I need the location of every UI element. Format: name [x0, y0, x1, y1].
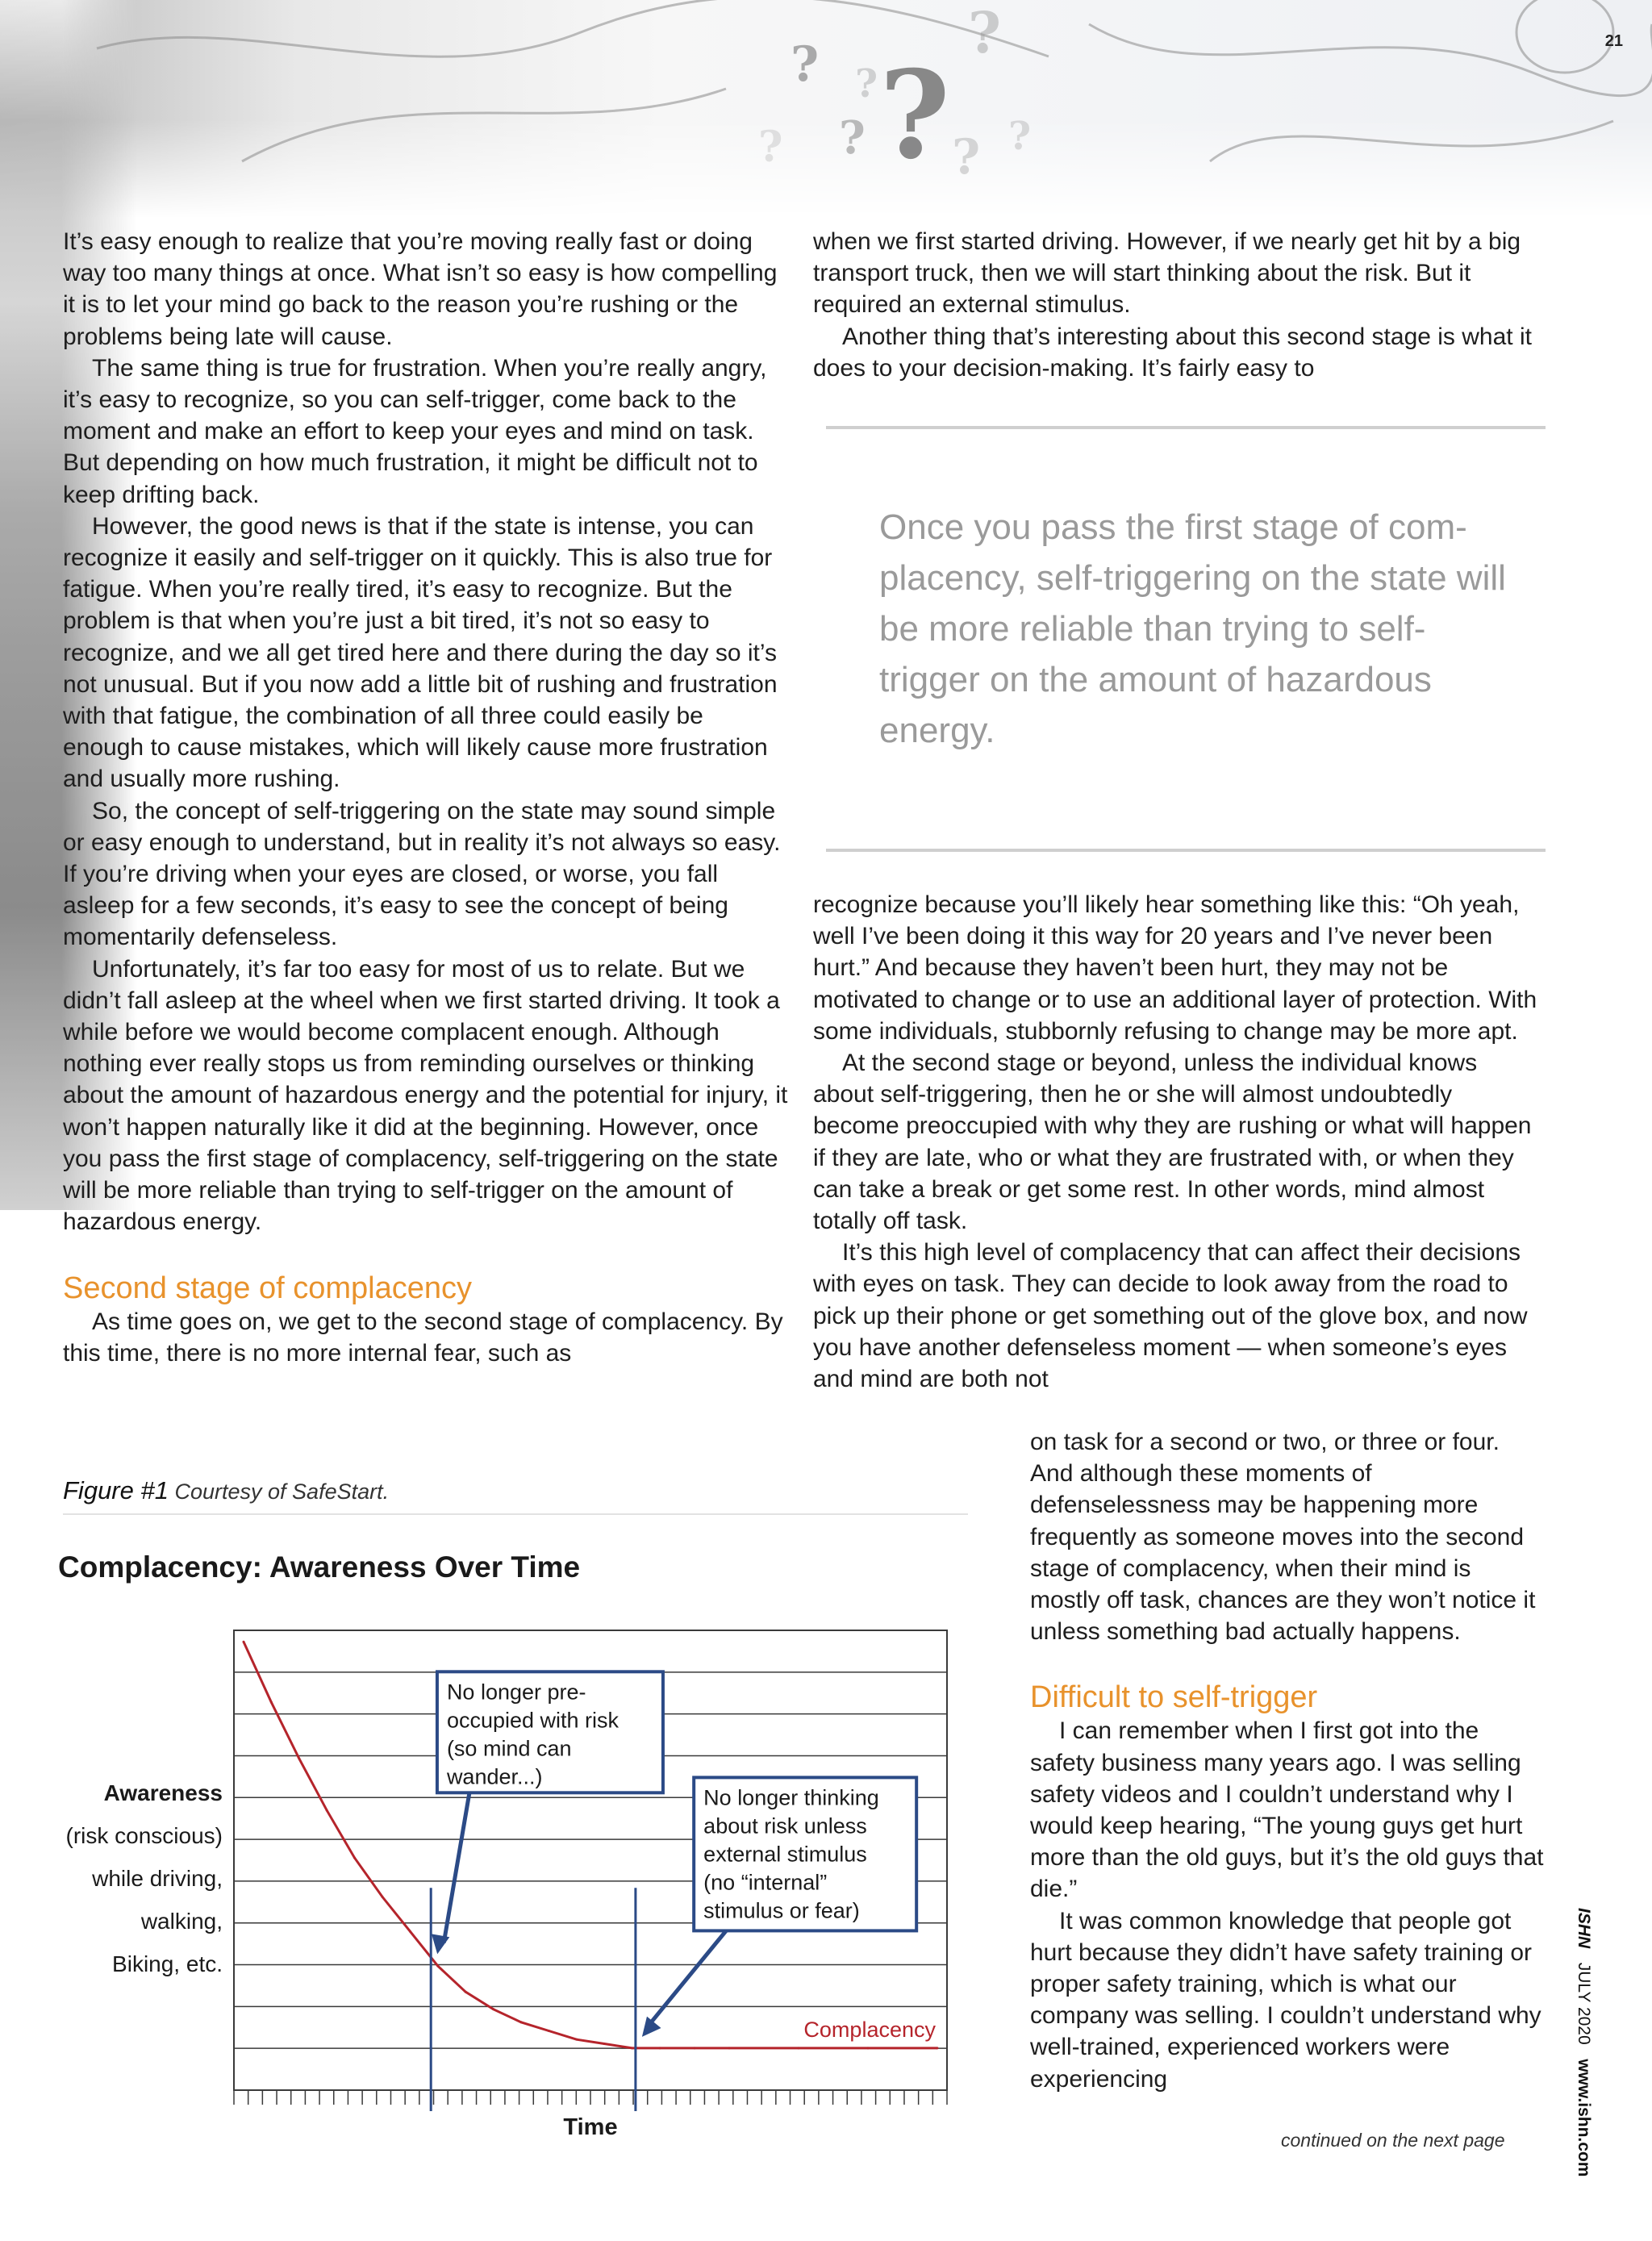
data-point — [436, 1965, 439, 1968]
data-point — [548, 2030, 550, 2032]
chart-svg — [52, 1553, 971, 2162]
complacency-chart — [52, 1553, 971, 2162]
figure-credit: Courtesy of SafeStart. — [174, 1479, 390, 1504]
chart-title: Complacency: Awareness Over Time — [58, 1553, 581, 1584]
data-point — [659, 2047, 661, 2049]
page-number: 21 — [1604, 32, 1623, 50]
y-label-line: Awareness — [103, 1780, 223, 1805]
svg-text:?: ? — [758, 123, 783, 172]
issue-date: JULY 2020 — [1575, 1962, 1593, 2045]
vertical-footer — [1569, 1908, 1593, 2231]
paragraph: So, the concept of self-triggering on the state may sound simple or easy enough to understand, but in reality it’s not always so easy. If you’re driving when your eyes are closed, or worse, you fall asleep for a few seconds, it’s easy to see the concept of being momentarily defenseless. — [63, 797, 781, 951]
svg-text:?: ? — [839, 111, 866, 165]
svg-text:?: ? — [855, 61, 878, 106]
website-url: www.ishn.com — [1575, 2059, 1593, 2177]
data-point — [694, 2047, 696, 2049]
subhead-second-stage: Second stage of complacency — [63, 1271, 472, 1305]
annotation-text: No longer thinking — [703, 1785, 879, 1810]
paragraph: Another thing that’s interesting about this second stage is what it does to your decision-making. It’s fairly easy to — [813, 323, 1532, 382]
figure-caption — [63, 1476, 968, 1515]
data-point — [298, 1757, 300, 1759]
y-label-line: while driving, — [92, 1865, 223, 1891]
annotation-text: (so mind can — [446, 1736, 572, 1761]
data-point — [353, 1857, 356, 1859]
annotation-text: occupied with risk — [446, 1708, 620, 1733]
svg-text:?: ? — [968, 0, 1002, 66]
data-point — [492, 2008, 494, 2010]
data-point — [520, 2021, 523, 2023]
paragraph: when we first started driving. However, if we nearly get hit by a big transport truck, then we will start thinking about the risk. But it required an external stimulus. — [813, 228, 1521, 319]
right-column-narrow — [1030, 1426, 1546, 2095]
paragraph: It’s easy enough to realize that you’re moving really fast or doing way too many things at once. What isn’t so easy is how compelling it is to let your mind go back to the reason you’re rushing or the problems being late will cause. — [63, 228, 778, 350]
data-point — [728, 2047, 731, 2049]
data-point — [603, 2043, 606, 2045]
right-column-middle — [813, 889, 1539, 1395]
paragraph: The same thing is true for frustration. When you’re really angry, it’s easy to recognize, so you can self-trigger, come back to the moment and make an effort to keep your eyes and mind on task. But depending on how much frustration, it might be difficult not to keep drifting back. — [63, 354, 767, 508]
paragraph: I can remember when I first got into the safety business many years ago. I was selling safety videos and I couldn’t understand why I would keep hearing, “The young guys get hurt more than the old guys, but it’s the old guys that die.” — [1030, 1717, 1544, 1903]
right-column-top — [813, 226, 1539, 384]
data-point — [937, 2047, 939, 2049]
paragraph: At the second stage or beyond, unless the individual knows about self-triggering, then he or she will almost undoubtedly become preoccupied with why they are rushing or what will happen if they are late, who or what they are frustrated with, or when they can take a break or get some rest. In other words, mind almost totally off task. — [813, 1050, 1532, 1235]
svg-text:?: ? — [952, 129, 981, 186]
svg-text:?: ? — [791, 36, 820, 93]
paragraph: recognize because you’ll likely hear something like this: “Oh yeah, well I’ve been doing it this way for 20 years and I’ve never been hurt.” And because they haven’t been hurt, they may not be motivated to change or to use an additional layer of protection. With some individuals, stubbornly refusing to change may be more apt. — [813, 891, 1537, 1045]
data-point — [575, 2039, 578, 2041]
left-column — [63, 226, 789, 1369]
annotation-text: external stimulus — [703, 1842, 867, 1867]
pull-quote-text: Once you pass the first stage of complacency, self-triggering on the state will be more reliable than trying to self-trigger on the amount of hazardous energy. — [879, 507, 1506, 750]
data-point — [326, 1809, 328, 1812]
annotation-text: about risk unless — [703, 1813, 867, 1838]
paragraph: on task for a second or two, or three or four. And although these moments of defenselessness may be happening more frequently as someone moves into the second stage of complacency, when their mind is mostly off task, chances are they won’t notice it unless something bad actually happens. — [1030, 1429, 1536, 1646]
svg-text:?: ? — [1008, 114, 1032, 159]
annotation-text: No longer pre- — [446, 1680, 586, 1705]
annotation-text: stimulus or fear) — [703, 1898, 860, 1923]
annotation-text: (no “internal” — [703, 1870, 828, 1895]
paragraph: It was common knowledge that people got hurt because they didn’t have safety training or proper safety training, which is what our company was selling. I couldn’t understand why well-trained, experienced workers were experiencing — [1030, 1907, 1541, 2093]
pull-quote — [826, 426, 1546, 852]
series-label: Complacency — [803, 2017, 936, 2042]
svg-text:?: ? — [879, 44, 950, 186]
magazine-name: ISHN — [1575, 1908, 1593, 1949]
data-point — [409, 1930, 411, 1933]
question-marks-art — [0, 0, 1652, 210]
data-point — [243, 1641, 245, 1643]
pull-quote-top-rule — [826, 426, 1546, 429]
y-label-line: Biking, etc. — [112, 1951, 223, 1976]
y-label-line: (risk conscious) — [65, 1822, 223, 1848]
data-point — [867, 2047, 870, 2049]
paragraph: Unfortunately, it’s far too easy for most of us to relate. But we didn’t fall asleep at the wheel when we first started driving. It took a while before we would become complacent enough. Although nothing ever really stops us from reminding ourselves or thinking about the amount of hazardous energy and the potential for injury, it won’t happen naturally like it did at the beginning. However, once you pass the first stage of complacency, self-triggering on the state will be more reliable than trying to self-trigger on the amount of hazardous energy. — [63, 955, 788, 1236]
y-label-line: walking, — [140, 1908, 223, 1934]
data-point — [465, 1991, 467, 1993]
data-point — [270, 1701, 273, 1704]
x-axis-label: Time — [563, 2114, 618, 2140]
subhead-difficult: Difficult to self-trigger — [1030, 1680, 1318, 1715]
data-point — [382, 1896, 384, 1898]
paragraph: However, the good news is that if the state is intense, you can recognize it easily and self-trigger on it quickly. This is also true for fatigue. When you’re really tired, it’s easy to recognize. But the problem is that when you’re just a bit tired, it’s not so easy to recognize, and we all get tired here and there during the day so it’s not unusual. But if you now add a little bit of rushing and frustration with that fatigue, the combination of all three could easily be enough to cause mistakes, which will likely cause more frustration and usually more rushing. — [63, 512, 778, 793]
pull-quote-bottom-rule — [826, 849, 1546, 852]
annotation-text: wander...) — [446, 1764, 543, 1789]
continued-note: continued on the next page — [1281, 2130, 1505, 2151]
paragraph: It’s this high level of complacency that can affect their decisions with eyes on task. They can decide to look away from the road to pick up their phone or get something out of the glove box, and now you have another defenseless moment — when someone’s eyes and mind are both not — [813, 1239, 1528, 1393]
figure-label: Figure #1 — [63, 1476, 169, 1504]
paragraph: As time goes on, we get to the second stage of complacency. By this time, there is no more internal fear, such as — [63, 1308, 783, 1367]
data-point — [631, 2047, 633, 2049]
data-point — [798, 2047, 800, 2049]
